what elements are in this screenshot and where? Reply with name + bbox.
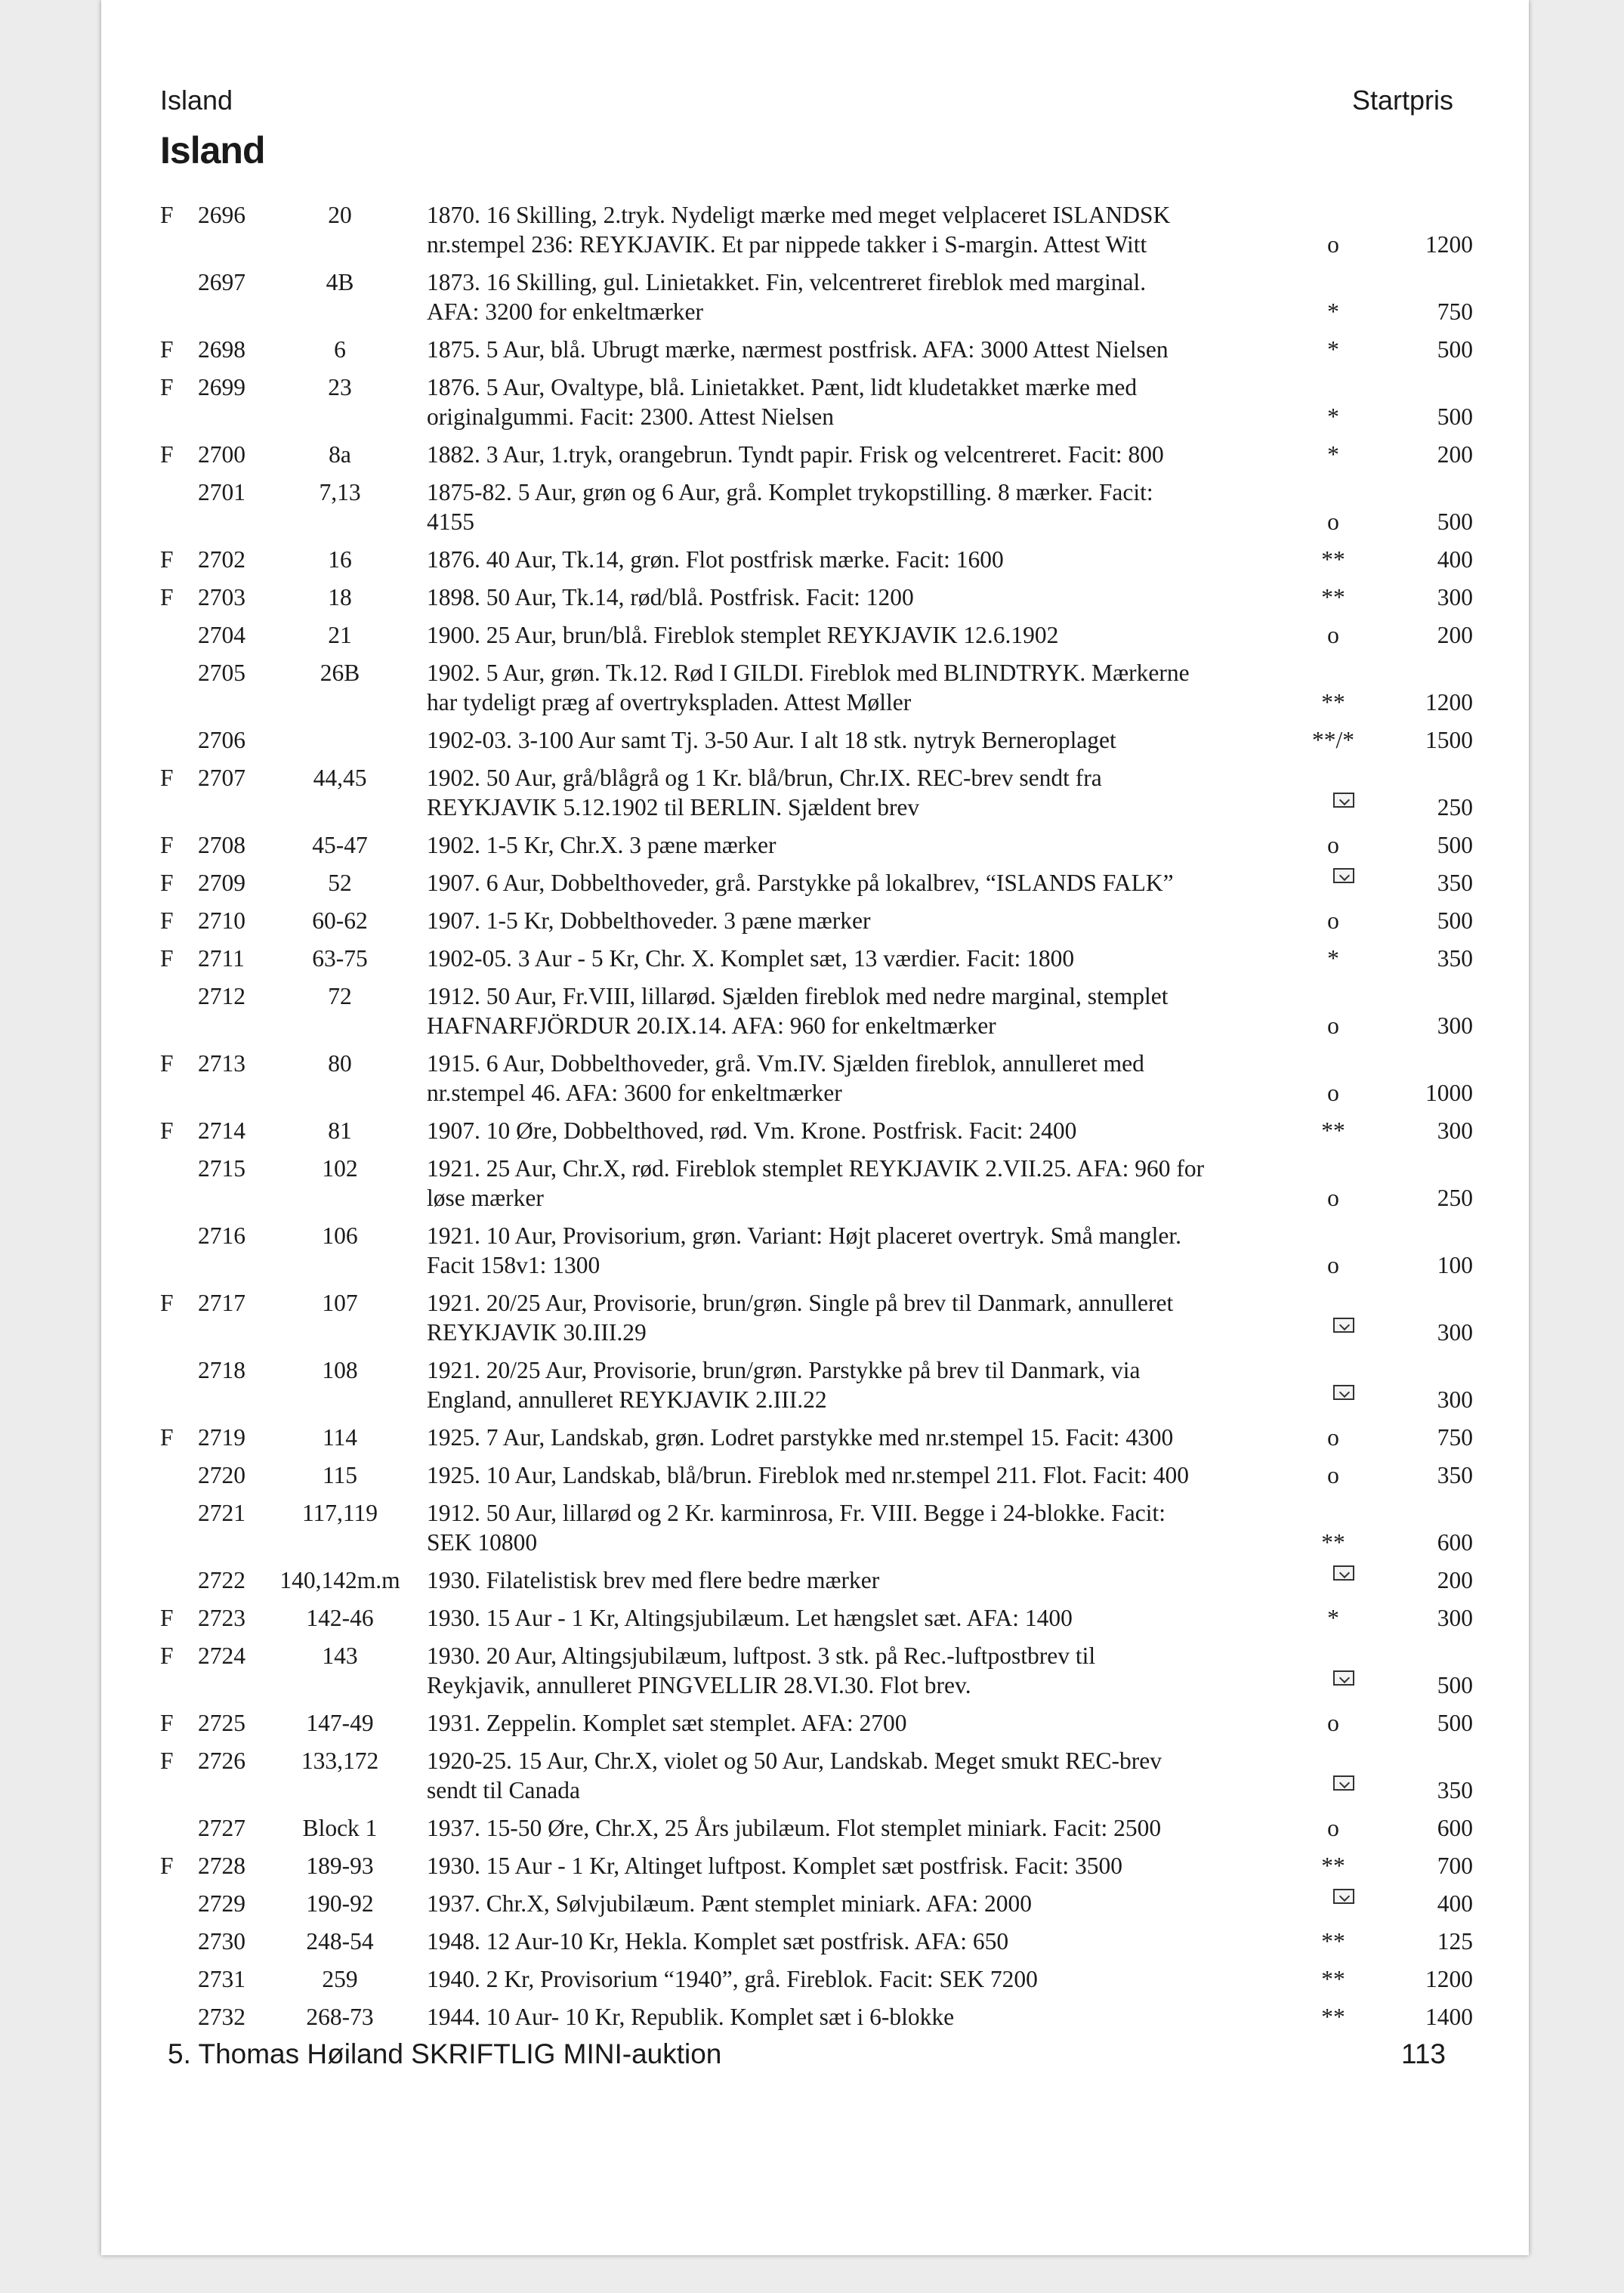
condition-symbol: ** (1321, 584, 1345, 610)
lot-description (427, 200, 1311, 259)
description-line: 1873. 16 Skilling, gul. Linietakket. Fin, velcentreret fireblok med marginal. (427, 269, 1147, 295)
lot-number: 2728 (198, 1853, 245, 1879)
condition-symbol: * (1327, 945, 1339, 972)
start-price: 500 (1437, 336, 1473, 363)
start-price: 500 (1437, 832, 1473, 858)
running-header-startprice: Startpris (1351, 85, 1453, 116)
description-line: nr.stempel 46. AFA: 3600 for enkeltmærker (427, 1080, 842, 1106)
lot-number: 2725 (198, 1710, 245, 1736)
lot-description (427, 868, 1311, 898)
description-line: 1870. 16 Skilling, 2.tryk. Nydeligt mærke med meget velplaceret ISLANDSK (427, 202, 1171, 228)
running-header-country: Island (160, 85, 233, 116)
condition-symbol: o (1327, 1815, 1339, 1841)
catalogue-number: 106 (322, 1222, 358, 1249)
catalogue-number: 16 (328, 546, 352, 573)
catalogue-number: 259 (322, 1966, 358, 1992)
lot-description (427, 1288, 1311, 1347)
lot-description (427, 1641, 1311, 1700)
description-line: 1921. 20/25 Aur, Provisorie, brun/grøn. Single på brev til Danmark, annulleret (427, 1290, 1174, 1316)
start-price: 400 (1437, 546, 1473, 573)
description-line: 1907. 6 Aur, Dobbelthoveder, grå. Parstykke på lokalbrev, “ISLANDS FALK” (427, 870, 1174, 896)
description-line: 1902. 50 Aur, grå/blågrå og 1 Kr. blå/brun, Chr.IX. REC-brev sendt fra (427, 765, 1102, 791)
description-line: 1915. 6 Aur, Dobbelthoveder, grå. Vm.IV. Sjælden fireblok, annulleret med (427, 1050, 1144, 1077)
description-line: 1921. 25 Aur, Chr.X, rød. Fireblok stemplet REYKJAVIK 2.VII.25. AFA: 960 for (427, 1155, 1205, 1182)
catalogue-number: 18 (328, 584, 352, 610)
catalogue-number: 52 (328, 870, 352, 896)
lot-description (427, 1221, 1311, 1280)
lot-number: 2714 (198, 1117, 245, 1144)
description-line: nr.stempel 236: REYKJAVIK. Et par nippede takker i S-margin. Attest Witt (427, 231, 1147, 258)
catalogue-number: 8a (329, 441, 351, 468)
start-price: 300 (1437, 1386, 1473, 1413)
description-line: 1902-03. 3-100 Aur samt Tj. 3-50 Aur. I alt 18 stk. nytryk Berneroplaget (427, 727, 1116, 753)
lot-description (427, 267, 1311, 326)
start-price: 600 (1437, 1815, 1473, 1841)
lot-number: 2711 (198, 945, 245, 972)
description-line: 1944. 10 Aur- 10 Kr, Republik. Komplet sæt i 6-blokke (427, 2004, 955, 2030)
lot-description (427, 725, 1311, 755)
lot-flag: F (160, 374, 174, 400)
lot-number: 2732 (198, 2004, 245, 2030)
description-line: HAFNARFJÖRDUR 20.IX.14. AFA: 960 for enkeltmærker (427, 1012, 996, 1039)
lot-flag: F (160, 907, 174, 934)
description-line: 1875. 5 Aur, blå. Ubrugt mærke, nærmest postfrisk. AFA: 3000 Attest Nielsen (427, 336, 1169, 363)
catalogue-number: 72 (328, 983, 352, 1009)
lot-number: 2719 (198, 1424, 245, 1451)
lot-flag: F (160, 441, 174, 468)
catalogue-number: 20 (328, 202, 352, 228)
condition-symbol: ** (1321, 1529, 1345, 1556)
description-line: 1921. 20/25 Aur, Provisorie, brun/grøn. Parstykke på brev til Danmark, via (427, 1357, 1141, 1383)
condition-symbol: o (1327, 622, 1339, 648)
lot-description (427, 1565, 1311, 1595)
lot-description (427, 1813, 1311, 1843)
lot-number: 2703 (198, 584, 245, 610)
lot-number: 2731 (198, 1966, 245, 1992)
lot-number: 2708 (198, 832, 245, 858)
description-line: har tydeligt præg af overtrykspladen. Attest Møller (427, 689, 912, 715)
lot-flag: F (160, 945, 174, 972)
condition-symbol: **/* (1311, 727, 1354, 753)
condition-symbol: o (1327, 1462, 1339, 1488)
description-line: løse mærker (427, 1185, 544, 1211)
description-line: 1882. 3 Aur, 1.tryk, orangebrun. Tyndt papir. Frisk og velcentreret. Facit: 800 (427, 441, 1164, 468)
catalogue-number: 133,172 (301, 1748, 379, 1774)
start-price: 500 (1437, 508, 1473, 535)
lot-description (427, 658, 1311, 717)
start-price: 300 (1437, 1117, 1473, 1144)
letter-icon (1333, 1670, 1354, 1686)
catalogue-number: 107 (322, 1290, 358, 1316)
start-price: 600 (1437, 1529, 1473, 1556)
lot-description (427, 2002, 1311, 2032)
lot-flag: F (160, 765, 174, 791)
start-price: 300 (1437, 1012, 1473, 1039)
lot-flag: F (160, 1748, 174, 1774)
description-line: 1900. 25 Aur, brun/blå. Fireblok stemplet REYKJAVIK 12.6.1902 (427, 622, 1059, 648)
lot-flag: F (160, 1290, 174, 1316)
start-price: 125 (1437, 1928, 1473, 1955)
catalogue-number: 140,142m.m (279, 1567, 400, 1593)
start-price: 1400 (1425, 2004, 1473, 2030)
start-price: 500 (1437, 1710, 1473, 1736)
lot-description (427, 1355, 1311, 1414)
lot-number: 2700 (198, 441, 245, 468)
condition-symbol: * (1327, 441, 1339, 468)
description-line: 1930. 15 Aur - 1 Kr, Altingsjubilæum. Let hængslet sæt. AFA: 1400 (427, 1605, 1073, 1631)
lot-description (427, 830, 1311, 860)
start-price: 400 (1437, 1890, 1473, 1917)
description-line: 1931. Zeppelin. Komplet sæt stemplet. AFA: 2700 (427, 1710, 907, 1736)
lot-flag: F (160, 546, 174, 573)
catalogue-number: 147-49 (306, 1710, 374, 1736)
catalogue-number: 114 (322, 1424, 358, 1451)
condition-symbol: o (1327, 1080, 1339, 1106)
description-line: 1898. 50 Aur, Tk.14, rød/blå. Postfrisk. Facit: 1200 (427, 584, 914, 610)
catalogue-number: 268-73 (306, 2004, 374, 2030)
condition-symbol: ** (1321, 1928, 1345, 1955)
lot-number: 2696 (198, 202, 245, 228)
lot-flag: F (160, 1710, 174, 1736)
lot-number: 2720 (198, 1462, 245, 1488)
letter-icon (1333, 1565, 1354, 1581)
description-line: 1925. 10 Aur, Landskab, blå/brun. Fireblok med nr.stempel 211. Flot. Facit: 400 (427, 1462, 1189, 1488)
description-line: originalgummi. Facit: 2300. Attest Nielsen (427, 403, 834, 430)
lot-flag: F (160, 202, 174, 228)
lot-description (427, 1498, 1311, 1557)
description-line: 1925. 7 Aur, Landskab, grøn. Lodret parstykke med nr.stempel 15. Facit: 4300 (427, 1424, 1174, 1451)
condition-symbol: o (1327, 832, 1339, 858)
lot-flag: F (160, 1853, 174, 1879)
condition-symbol: o (1327, 1710, 1339, 1736)
description-line: 1907. 1-5 Kr, Dobbelthoveder. 3 pæne mærker (427, 907, 871, 934)
catalogue-number: 143 (322, 1642, 358, 1669)
start-price: 500 (1437, 1672, 1473, 1698)
condition-symbol: * (1327, 1605, 1339, 1631)
lot-number: 2705 (198, 660, 245, 686)
start-price: 350 (1437, 1777, 1473, 1803)
lot-number: 2727 (198, 1815, 245, 1841)
lot-number: 2718 (198, 1357, 245, 1383)
start-price: 200 (1437, 622, 1473, 648)
condition-symbol: * (1327, 403, 1339, 430)
lot-description (427, 1746, 1311, 1805)
description-line: 1902. 5 Aur, grøn. Tk.12. Rød I GILDI. Fireblok med BLINDTRYK. Mærkerne (427, 660, 1190, 686)
lot-number: 2724 (198, 1642, 245, 1669)
lot-flag: F (160, 1117, 174, 1144)
catalogue-number: 115 (322, 1462, 358, 1488)
condition-symbol: o (1327, 1424, 1339, 1451)
lot-description (427, 1154, 1311, 1213)
start-price: 300 (1437, 1319, 1473, 1346)
lot-number: 2726 (198, 1748, 245, 1774)
lot-description (427, 372, 1311, 431)
catalogue-number: 189-93 (306, 1853, 374, 1879)
start-price: 500 (1437, 403, 1473, 430)
page-number: 113 (1401, 2038, 1446, 2069)
lot-number: 2699 (198, 374, 245, 400)
start-price: 200 (1437, 441, 1473, 468)
condition-symbol: o (1327, 508, 1339, 535)
start-price: 100 (1437, 1252, 1473, 1278)
lot-number: 2721 (198, 1500, 245, 1526)
lot-number: 2729 (198, 1890, 245, 1917)
lot-description (427, 1049, 1311, 1108)
catalogue-number: 4B (326, 269, 354, 295)
catalogue-number: 44,45 (313, 765, 367, 791)
description-line: SEK 10800 (427, 1529, 538, 1556)
condition-symbol: ** (1321, 1117, 1345, 1144)
start-price: 750 (1437, 298, 1473, 325)
lot-number: 2698 (198, 336, 245, 363)
start-price: 700 (1437, 1853, 1473, 1879)
start-price: 250 (1437, 794, 1473, 820)
catalogue-number: 45-47 (312, 832, 368, 858)
lot-description (427, 906, 1311, 935)
lot-description (427, 477, 1311, 536)
lot-flag: F (160, 584, 174, 610)
condition-symbol: * (1327, 336, 1339, 363)
description-line: England, annulleret REYKJAVIK 2.III.22 (427, 1386, 827, 1413)
lot-number: 2702 (198, 546, 245, 573)
start-price: 1200 (1425, 1966, 1473, 1992)
start-price: 350 (1437, 870, 1473, 896)
start-price: 350 (1437, 945, 1473, 972)
description-line: 1876. 5 Aur, Ovaltype, blå. Linietakket. Pænt, lidt kludetakket mærke med (427, 374, 1138, 400)
lot-number: 2713 (198, 1050, 245, 1077)
lot-number: 2717 (198, 1290, 245, 1316)
lot-description (427, 620, 1311, 650)
catalogue-number: 142-46 (306, 1605, 374, 1631)
lot-number: 2716 (198, 1222, 245, 1249)
footer-auction-title: 5. Thomas Høiland SKRIFTLIG MINI-auktion (168, 2038, 722, 2069)
lot-number: 2707 (198, 765, 245, 791)
lot-flag: F (160, 336, 174, 363)
description-line: 1907. 10 Øre, Dobbelthoved, rød. Vm. Krone. Postfrisk. Facit: 2400 (427, 1117, 1077, 1144)
lot-number: 2704 (198, 622, 245, 648)
lot-description (427, 583, 1311, 612)
lot-description (427, 335, 1311, 364)
condition-symbol: o (1327, 231, 1339, 258)
description-line: 1875-82. 5 Aur, grøn og 6 Aur, grå. Komplet trykopstilling. 8 mærker. Facit: (427, 479, 1153, 505)
letter-icon (1333, 1775, 1354, 1791)
description-line: 1930. Filatelistisk brev med flere bedre mærker (427, 1567, 880, 1593)
description-line: Facit 158v1: 1300 (427, 1252, 601, 1278)
lot-description (427, 1889, 1311, 1918)
description-line: 1876. 40 Aur, Tk.14, grøn. Flot postfrisk mærke. Facit: 1600 (427, 546, 1004, 573)
lot-description (427, 440, 1311, 469)
description-line: 1937. 15-50 Øre, Chr.X, 25 Års jubilæum. Flot stemplet miniark. Facit: 2500 (427, 1815, 1162, 1841)
catalogue-number: 81 (328, 1117, 352, 1144)
description-line: 1948. 12 Aur-10 Kr, Hekla. Komplet sæt postfrisk. AFA: 650 (427, 1928, 1009, 1955)
lot-number: 2701 (198, 479, 245, 505)
description-line: AFA: 3200 for enkeltmærker (427, 298, 703, 325)
catalogue-number: Block 1 (302, 1815, 378, 1841)
catalogue-number: 6 (334, 336, 346, 363)
lot-description (427, 763, 1311, 822)
description-line: 1912. 50 Aur, lillarød og 2 Kr. karminrosa, Fr. VIII. Begge i 24-blokke. Facit: (427, 1500, 1166, 1526)
description-line: Reykjavik, annulleret PINGVELLIR 28.VI.30. Flot brev. (427, 1672, 971, 1698)
lot-description (427, 1423, 1311, 1452)
description-line: 1902-05. 3 Aur - 5 Kr, Chr. X. Komplet sæt, 13 værdier. Facit: 1800 (427, 945, 1075, 972)
start-price: 200 (1437, 1567, 1473, 1593)
catalogue-number: 63-75 (312, 945, 368, 972)
description-line: 1912. 50 Aur, Fr.VIII, lillarød. Sjælden fireblok med nedre marginal, stemplet (427, 983, 1169, 1009)
lot-number: 2722 (198, 1567, 245, 1593)
start-price: 1200 (1425, 231, 1473, 258)
lot-number: 2697 (198, 269, 245, 295)
description-line: 4155 (427, 508, 474, 535)
lot-number: 2706 (198, 727, 245, 753)
lot-flag: F (160, 1424, 174, 1451)
catalogue-number: 80 (328, 1050, 352, 1077)
condition-symbol: ** (1321, 689, 1345, 715)
description-line: 1940. 2 Kr, Provisorium “1940”, grå. Fireblok. Facit: SEK 7200 (427, 1966, 1038, 1992)
lot-description (427, 1851, 1311, 1880)
catalogue-number: 7,13 (319, 479, 361, 505)
description-line: 1921. 10 Aur, Provisorium, grøn. Variant: Højt placeret overtryk. Små mangler. (427, 1222, 1181, 1249)
description-line: 1902. 1-5 Kr, Chr.X. 3 pæne mærker (427, 832, 776, 858)
start-price: 750 (1437, 1424, 1473, 1451)
start-price: 1000 (1425, 1080, 1473, 1106)
catalogue-number: 117,119 (301, 1500, 378, 1526)
letter-icon (1333, 868, 1354, 883)
condition-symbol: ** (1321, 546, 1345, 573)
description-line: 1930. 15 Aur - 1 Kr, Altinget luftpost. Komplet sæt postfrisk. Facit: 3500 (427, 1853, 1122, 1879)
description-line: REYKJAVIK 5.12.1902 til BERLIN. Sjældent brev (427, 794, 920, 820)
condition-symbol: * (1327, 298, 1339, 325)
letter-icon (1333, 793, 1354, 808)
lot-number: 2709 (198, 870, 245, 896)
catalogue-number: 23 (328, 374, 352, 400)
letter-icon (1333, 1318, 1354, 1333)
lot-description (427, 1927, 1311, 1956)
lot-flag: F (160, 1050, 174, 1077)
condition-symbol: o (1327, 1185, 1339, 1211)
lot-description (427, 1460, 1311, 1490)
start-price: 250 (1437, 1185, 1473, 1211)
condition-symbol: o (1327, 907, 1339, 934)
lot-number: 2730 (198, 1928, 245, 1955)
catalogue-number: 108 (322, 1357, 358, 1383)
condition-symbol: o (1327, 1012, 1339, 1039)
description-line: 1920-25. 15 Aur, Chr.X, violet og 50 Aur, Landskab. Meget smukt REC-brev (427, 1748, 1162, 1774)
lot-number: 2712 (198, 983, 245, 1009)
start-price: 1200 (1425, 689, 1473, 715)
lot-number: 2710 (198, 907, 245, 934)
lot-description (427, 944, 1311, 973)
start-price: 300 (1437, 1605, 1473, 1631)
description-line: sendt til Canada (427, 1777, 580, 1803)
lot-description (427, 1708, 1311, 1738)
catalogue-number: 26B (320, 660, 360, 686)
lot-flag: F (160, 870, 174, 896)
catalogue-number: 248-54 (306, 1928, 374, 1955)
catalogue-number: 21 (328, 622, 352, 648)
condition-symbol: ** (1321, 2004, 1345, 2030)
lot-flag: F (160, 1642, 174, 1669)
description-line: 1937. Chr.X, Sølvjubilæum. Pænt stemplet miniark. AFA: 2000 (427, 1890, 1032, 1917)
lot-description (427, 981, 1311, 1040)
start-price: 500 (1437, 907, 1473, 934)
catalogue-number: 60-62 (312, 907, 368, 934)
section-title: Island (160, 129, 265, 172)
condition-symbol: ** (1321, 1853, 1345, 1879)
lot-description (427, 1603, 1311, 1633)
lot-description (427, 1964, 1311, 1994)
lot-description (427, 545, 1311, 574)
letter-icon (1333, 1889, 1354, 1904)
lot-flag: F (160, 832, 174, 858)
letter-icon (1333, 1385, 1354, 1400)
description-line: REYKJAVIK 30.III.29 (427, 1319, 647, 1346)
start-price: 300 (1437, 584, 1473, 610)
condition-symbol: o (1327, 1252, 1339, 1278)
start-price: 350 (1437, 1462, 1473, 1488)
lot-number: 2723 (198, 1605, 245, 1631)
lot-flag: F (160, 1605, 174, 1631)
start-price: 1500 (1425, 727, 1473, 753)
condition-symbol: ** (1321, 1966, 1345, 1992)
lot-description (427, 1116, 1311, 1145)
description-line: 1930. 20 Aur, Altingsjubilæum, luftpost. 3 stk. på Rec.-luftpostbrev til (427, 1642, 1096, 1669)
catalogue-number: 102 (322, 1155, 358, 1182)
lot-number: 2715 (198, 1155, 245, 1182)
catalogue-number: 190-92 (306, 1890, 374, 1917)
